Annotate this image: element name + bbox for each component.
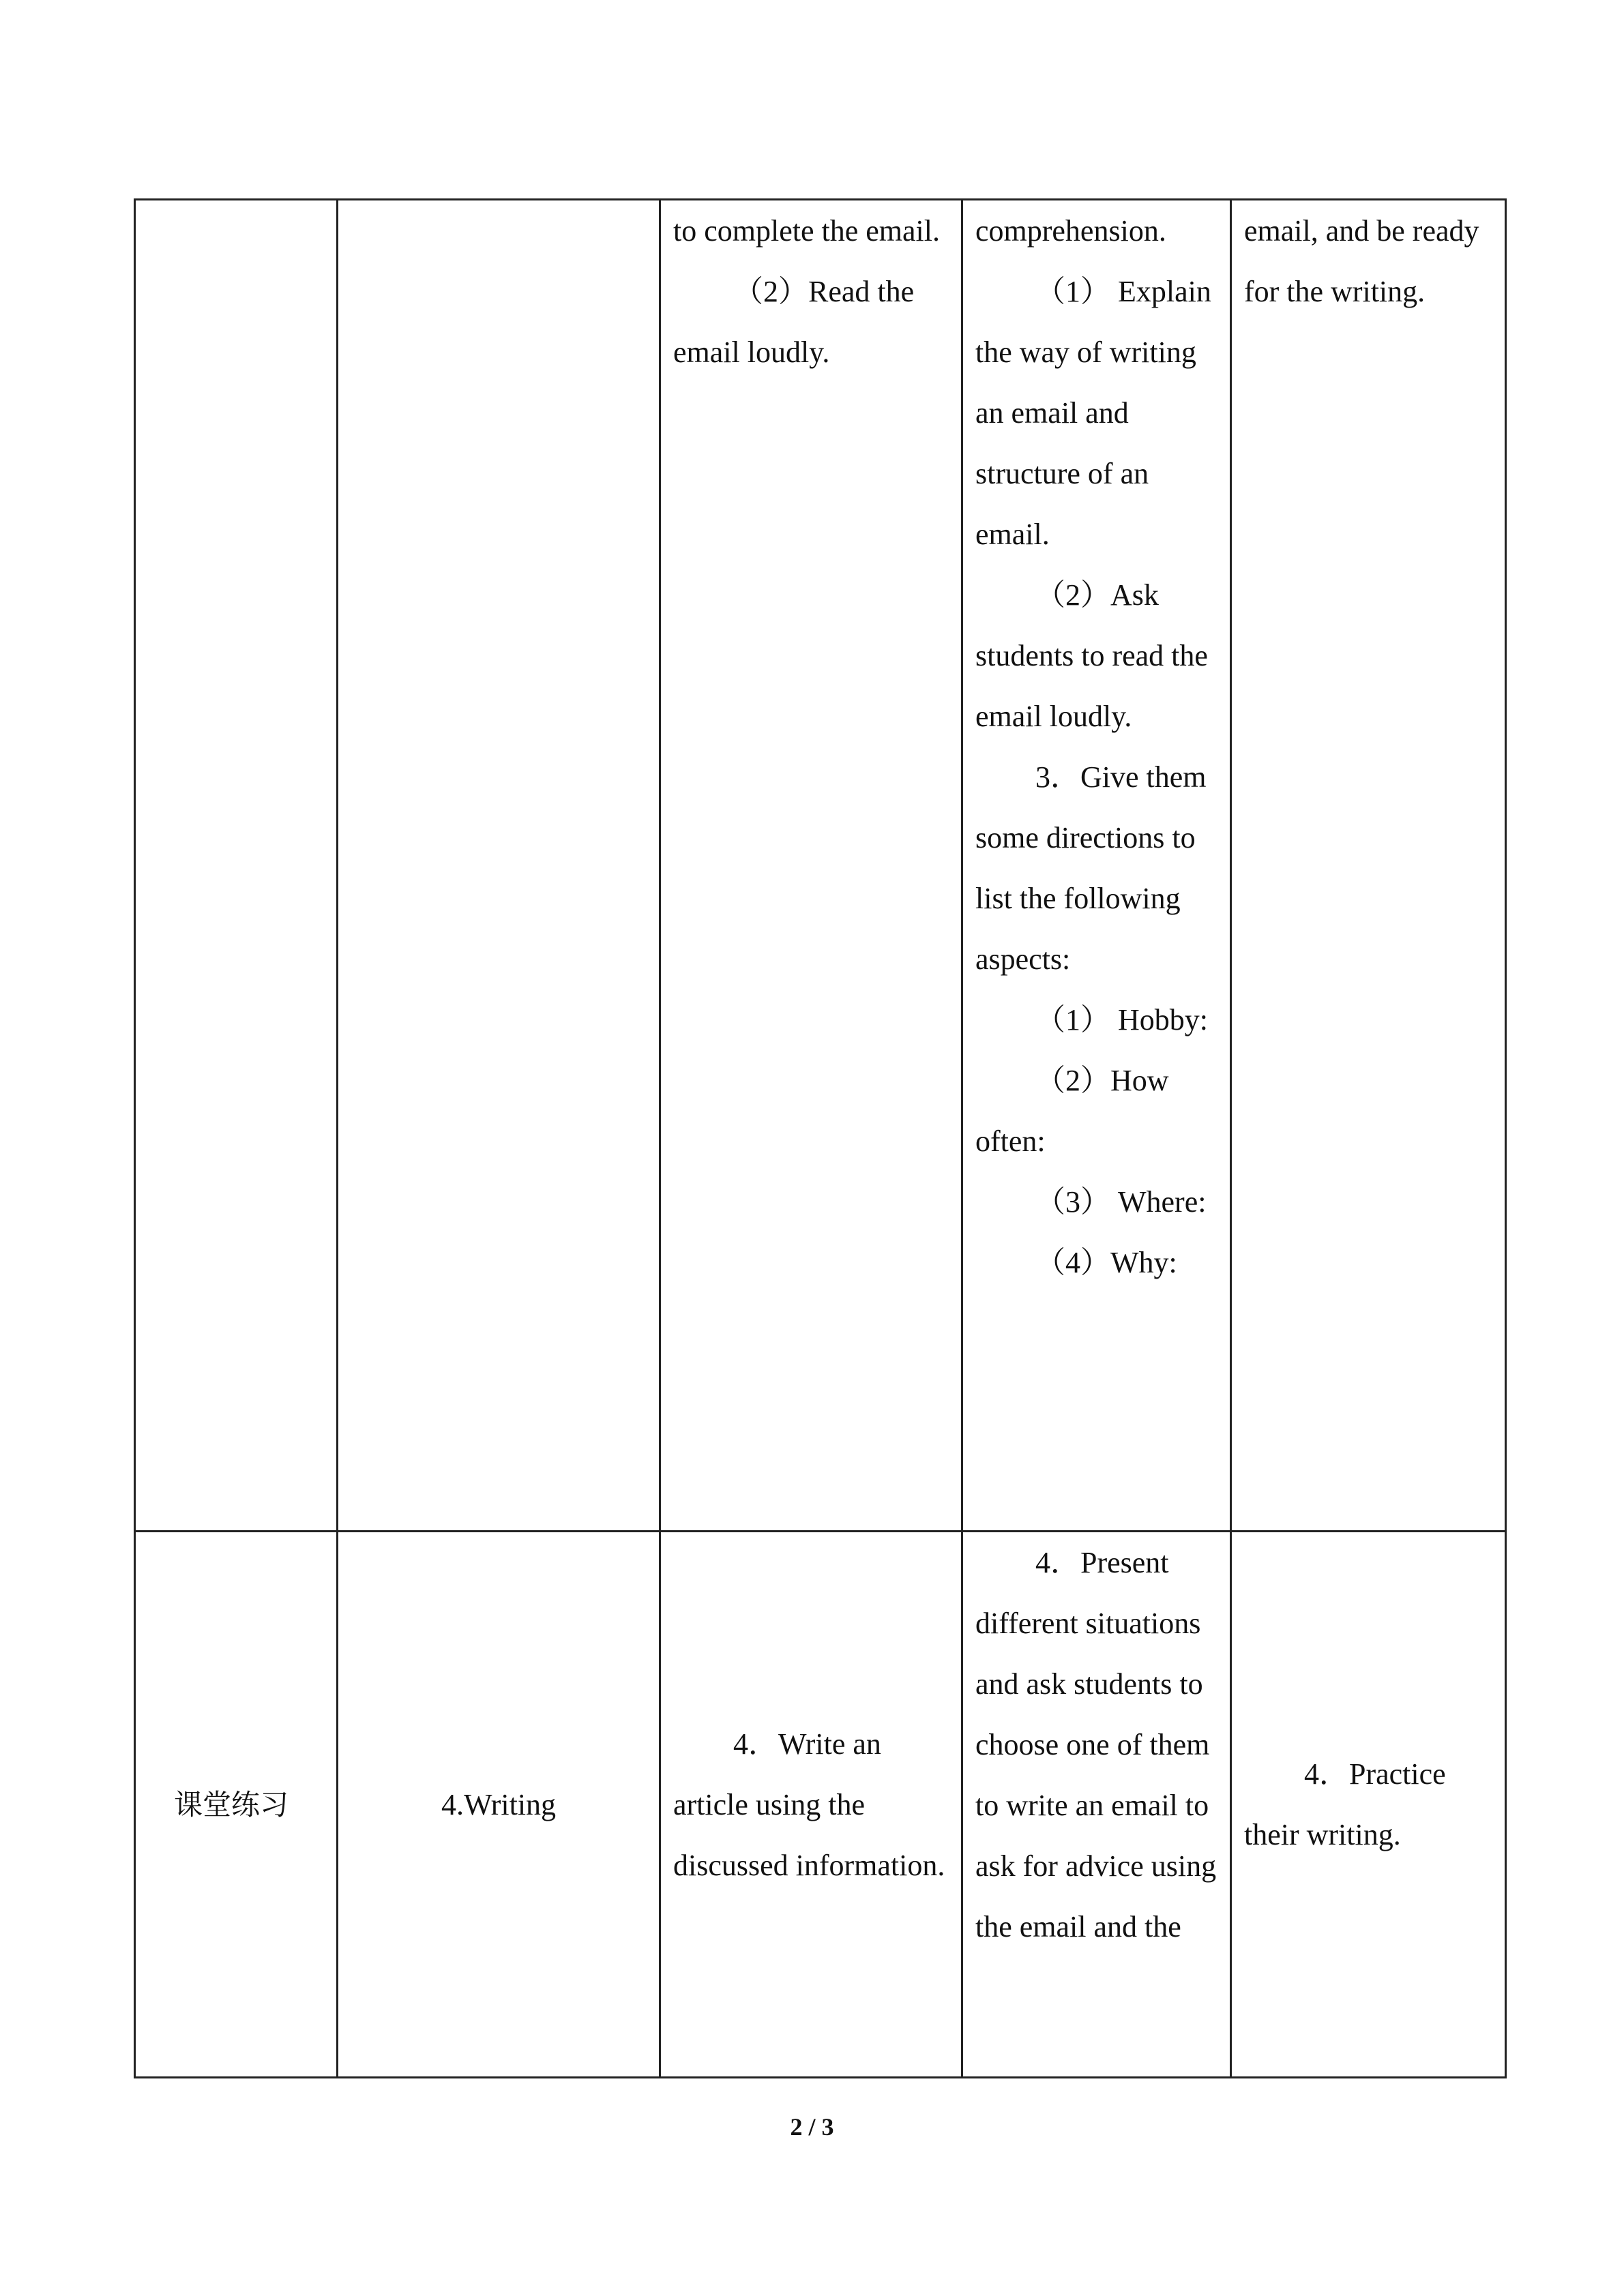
cell-paragraph: （1） Explain the way of writing an email and structure of an email. [975, 275, 1211, 551]
cell-paragraph: to complete the email. [673, 214, 940, 248]
cell-paragraph: （1） Hobby: [1035, 1003, 1208, 1037]
table-cell-stage [135, 200, 338, 1532]
table-cell-step [338, 1532, 660, 2078]
table-cell-teacher-activity [962, 1532, 1231, 2078]
table-cell-student-activity [660, 1532, 962, 2078]
cell-paragraph: email, and be ready for the writing. [1244, 214, 1479, 308]
table-cell-stage [135, 1532, 338, 2078]
cell-paragraph: comprehension. [975, 214, 1166, 248]
cell-paragraph: （2）How often: [975, 1064, 1169, 1158]
cell-paragraph: （4）Why: [1035, 1246, 1177, 1279]
lesson-plan-table [134, 198, 1507, 2078]
step-label: 4.Writing [441, 1787, 557, 1821]
cell-paragraph: （2）Read the email loudly. [673, 275, 915, 369]
cell-paragraph: 4．Present different situations and ask students to choose one of them to write an email to ask for advice using the email and the [975, 1546, 1217, 1943]
table-row [135, 1532, 1506, 2078]
table-cell-purpose [1231, 1532, 1506, 2078]
table-cell-step [338, 200, 660, 1532]
page-number: 2 / 3 [790, 2113, 834, 2141]
cell-paragraph: 4．Practice their writing. [1244, 1757, 1446, 1851]
table-cell-teacher-activity [962, 200, 1231, 1532]
stage-label: 课堂练习 [174, 1787, 289, 1821]
cell-paragraph: 3．Give them some directions to list the following aspects: [975, 760, 1207, 976]
cell-paragraph: 4．Write an article using the discussed information. [673, 1727, 945, 1882]
cell-paragraph: （2）Ask students to read the email loudly. [975, 578, 1208, 733]
table-row [135, 200, 1506, 1532]
table-cell-purpose [1231, 200, 1506, 1532]
table-cell-student-activity [660, 200, 962, 1532]
cell-paragraph: （3） Where: [1035, 1185, 1207, 1219]
